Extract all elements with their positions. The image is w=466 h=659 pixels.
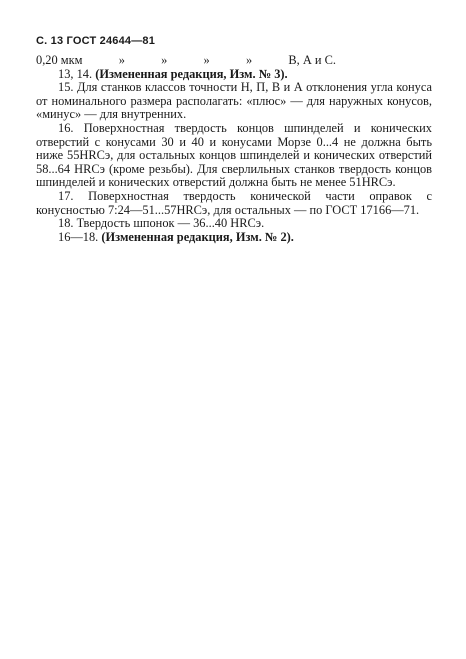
paragraph-16-18-amendment: (Измененная редакция, Изм. № 2). bbox=[101, 229, 294, 244]
page-header: С. 13 ГОСТ 24644—81 bbox=[36, 35, 156, 47]
ditto-mark: » bbox=[161, 53, 168, 67]
paragraph-18: 18. Твердость шпонок — 36...40 HRCэ. bbox=[58, 216, 265, 231]
paragraph-16-18-number: 16—18. bbox=[58, 229, 99, 244]
paragraph-13-14 bbox=[36, 68, 432, 82]
document-body bbox=[36, 54, 432, 244]
ditto-mark: » bbox=[245, 53, 253, 67]
paragraph-15: 15. Для станков классов точности Н, П, В и А отклонения угла конуса от номинального размера располагать: «плюс» — для наружных конусов, «минус» — для внутренних. bbox=[36, 80, 432, 122]
paragraph-17: 17. Поверхностная твердость конической части оправок с конусностью 7:24—51...57HRCэ, для остальных — по ГОСТ 17166—71. bbox=[36, 188, 432, 217]
paragraph-13-14-amendment: (Измененная редакция, Изм. № 3). bbox=[95, 66, 288, 81]
ditto-row-value: 0,20 мкм bbox=[36, 53, 83, 67]
paragraph-16: 16. Поверхностная твердость концов шпинделей и конических отверстий с конусами 30 и 40 и конусами Морзе 0...4 не должна быть ниже 55HRCэ, для остальных концов шпинделей и конических отверстий 58...64 HRCэ (кроме резьбы). Для сверлильных станков твердость концов шпинделей и конических отверстий должна быть не менее 51HRCэ. bbox=[36, 120, 432, 190]
paragraph-13-14-number: 13, 14. bbox=[58, 66, 93, 81]
paragraph-16-18 bbox=[36, 231, 432, 245]
ditto-mark: » bbox=[203, 53, 210, 67]
ditto-row bbox=[36, 54, 336, 68]
ditto-mark: » bbox=[118, 53, 125, 67]
ditto-row-classes: В, А и С. bbox=[288, 53, 336, 67]
